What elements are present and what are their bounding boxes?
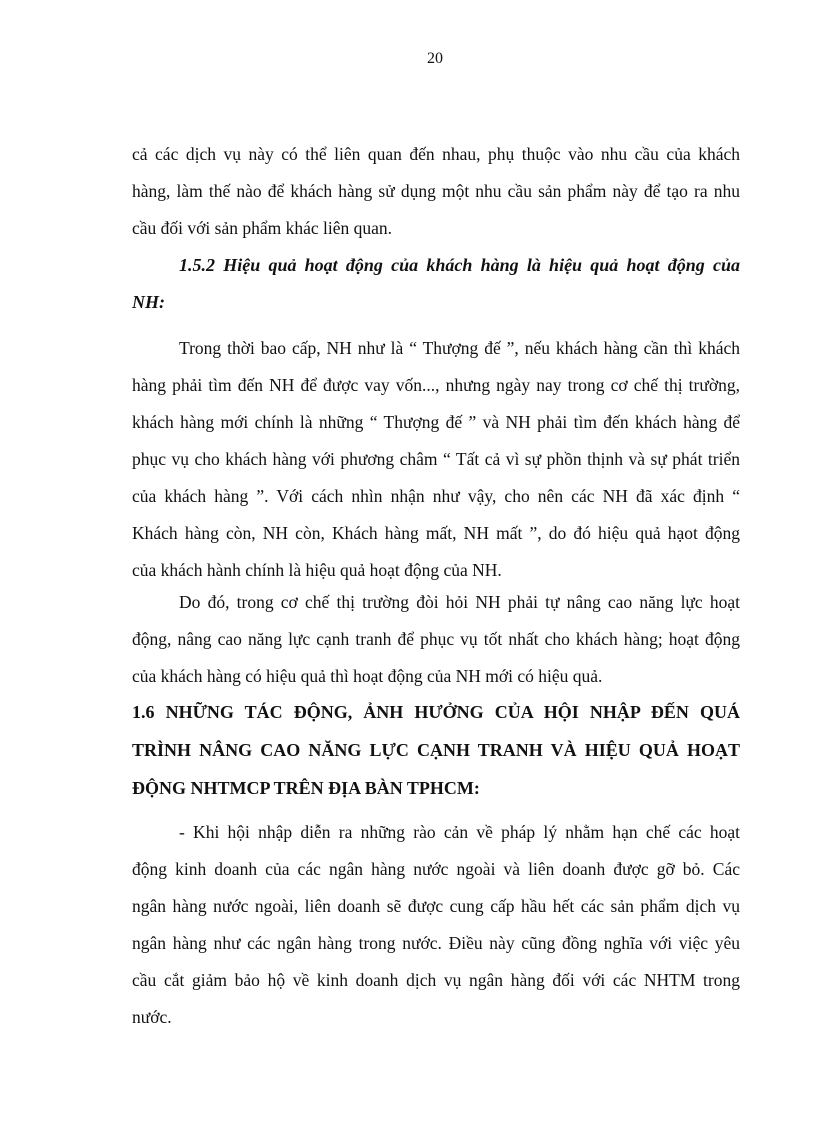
heading-line: TRÌNH NÂNG CAO NĂNG LỰC CẠNH TRANH VÀ HIỆU QUẢ HOẠT <box>132 740 740 760</box>
section-heading-1-6 <box>132 693 740 807</box>
text-line: khách hàng mới chính là những “ Thượng đế ” và NH phải tìm đến khách hàng để <box>132 412 740 432</box>
heading-line: 1.6 NHỮNG TÁC ĐỘNG, ẢNH HƯỞNG CỦA HỘI NHẬP ĐẾN QUÁ <box>132 702 740 722</box>
section-heading-1-5-2 <box>132 247 740 321</box>
paragraph-thuong-de <box>132 330 740 589</box>
text-line: Trong thời bao cấp, NH như là “ Thượng đế ”, nếu khách hàng cần thì khách <box>179 338 740 358</box>
text-line: động, nâng cao năng lực cạnh tranh để phục vụ tốt nhất cho khách hàng; hoạt động <box>132 629 740 649</box>
heading-line: ĐỘNG NHTMCP TRÊN ĐỊA BÀN TPHCM: <box>132 778 480 798</box>
paragraph-do-do <box>132 584 740 695</box>
text-line: nước. <box>132 1007 172 1027</box>
text-line: - Khi hội nhập diễn ra những rào cản về pháp lý nhằm hạn chế các hoạt <box>179 822 740 842</box>
paragraph-intro <box>132 136 740 247</box>
text-line: ngân hàng nước ngoài, liên doanh sẽ được cung cấp hầu hết các sản phẩm dịch vụ <box>132 896 740 916</box>
text-line: hàng, làm thế nào để khách hàng sử dụng một nhu cầu sản phẩm này để tạo ra nhu <box>132 181 740 201</box>
text-line: cầu cắt giảm bảo hộ về kinh doanh dịch vụ ngân hàng đối với các NHTM trong <box>132 970 740 990</box>
page-number: 20 <box>427 50 443 67</box>
text-line: phục vụ cho khách hàng với phương châm “ Tất cả vì sự phồn thịnh và sự phát triển <box>132 449 740 469</box>
text-line: cả các dịch vụ này có thể liên quan đến nhau, phụ thuộc vào nhu cầu của khách <box>132 144 740 164</box>
text-line: Do đó, trong cơ chế thị trường đòi hỏi NH phải tự nâng cao năng lực hoạt <box>179 592 740 612</box>
text-line: động kinh doanh của các ngân hàng nước ngoài và liên doanh được gỡ bỏ. Các <box>132 859 740 879</box>
text-line: của khách hàng ”. Với cách nhìn nhận như vậy, cho nên các NH đã xác định “ <box>132 486 740 506</box>
text-line: cầu đối với sản phẩm khác liên quan. <box>132 218 393 238</box>
paragraph-hoi-nhap <box>132 814 740 1036</box>
heading-line: 1.5.2 Hiệu quả hoạt động của khách hàng là hiệu quả hoạt động của <box>179 255 740 275</box>
text-line: Khách hàng còn, NH còn, Khách hàng mất, NH mất ”, do đó hiệu quả hạot động <box>132 523 740 543</box>
text-line: hàng phải tìm đến NH để được vay vốn..., nhưng ngày nay trong cơ chế thị trường, <box>132 375 740 395</box>
text-line: ngân hàng như các ngân hàng trong nước. Điều này cũng đồng nghĩa với việc yêu <box>132 933 740 953</box>
text-line: của khách hàng có hiệu quả thì hoạt động của NH mới có hiệu quả. <box>132 666 603 686</box>
text-line: của khách hành chính là hiệu quả hoạt động của NH. <box>132 560 502 580</box>
heading-line: NH: <box>132 292 165 312</box>
